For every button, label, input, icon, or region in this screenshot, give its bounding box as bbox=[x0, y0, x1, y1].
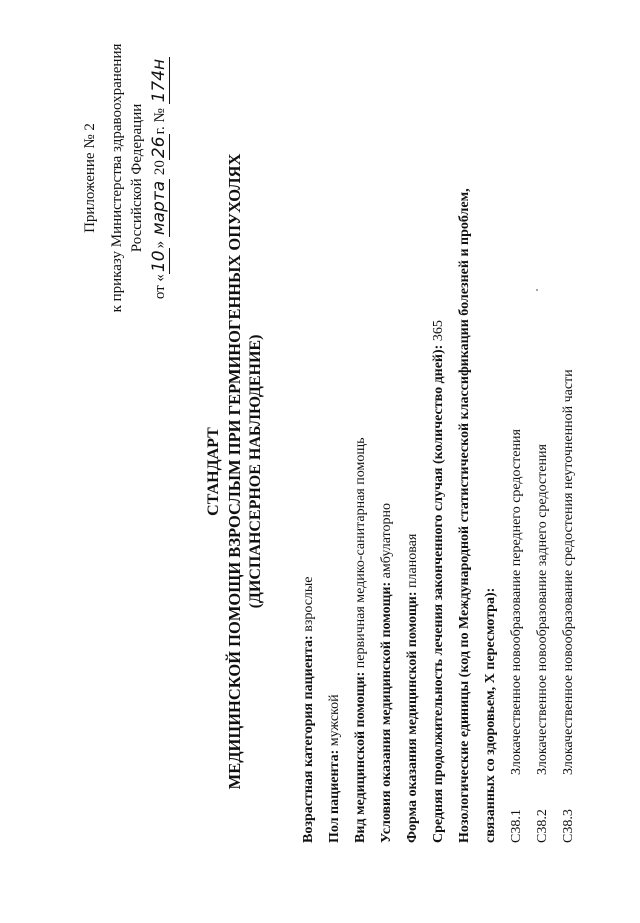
document-subtitle: МЕДИЦИНСКОЙ ПОМОЩИ ВЗРОСЛЫМ ПРИ ГЕРМИНОГЕННЫХ ОПУХОЛЯХ bbox=[225, 153, 244, 790]
icd-code: C38.2 bbox=[535, 809, 550, 843]
annex-number: Приложение № 2 bbox=[82, 123, 98, 233]
handwritten-month: марта bbox=[149, 180, 169, 236]
icd-code: C38.3 bbox=[561, 809, 576, 843]
document-title: СТАНДАРТ bbox=[205, 427, 222, 516]
date-prefix: от « bbox=[152, 274, 168, 300]
handwritten-order-number: 174н bbox=[149, 58, 169, 103]
annex-country: Российской Федерации bbox=[129, 103, 145, 253]
date-number-label: г. № bbox=[152, 108, 168, 135]
attr-nosology-heading: Нозологические единицы (код по Международной статистической классификации болезней и проблем, bbox=[457, 188, 472, 843]
attr-age-category: Возрастная категория пациента: взрослые bbox=[301, 576, 316, 843]
handwritten-year: 26 bbox=[149, 136, 169, 159]
attr-nosology-heading-cont: связанных со здоровьем, X пересмотра): bbox=[483, 587, 498, 843]
attr-care-form: Форма оказания медицинской помощи: плановая bbox=[405, 533, 420, 843]
attr-care-conditions: Условия оказания медицинской помощи: амбулаторно bbox=[379, 503, 394, 843]
attr-patient-sex: Пол пациента: мужской bbox=[327, 694, 342, 843]
icd-description: Злокачественное новообразование средостения неуточненной части bbox=[561, 369, 576, 775]
attr-duration: Средняя продолжительность лечения законченного случая (количество дней): 365 bbox=[431, 320, 446, 843]
annex-order-ref: к приказу Министерства здравоохранения bbox=[109, 43, 125, 313]
icd-code: C38.1 bbox=[509, 809, 524, 843]
annex-date-line bbox=[151, 13, 168, 343]
date-year-prefix: 20 bbox=[152, 160, 168, 176]
date-quote: » bbox=[152, 240, 168, 249]
icd-description: Злокачественное новообразование переднего средостения bbox=[509, 429, 524, 775]
scan-speck bbox=[536, 289, 538, 291]
document-subtitle-note: (ДИСПАНСЕРНОЕ НАБЛЮДЕНИЕ) bbox=[247, 334, 264, 609]
icd-description: Злокачественное новообразование заднего средостения bbox=[535, 444, 550, 775]
handwritten-day: 10 bbox=[149, 250, 169, 273]
attr-care-type: Вид медицинской помощи: первичная медико-санитарная помощь bbox=[353, 437, 368, 843]
